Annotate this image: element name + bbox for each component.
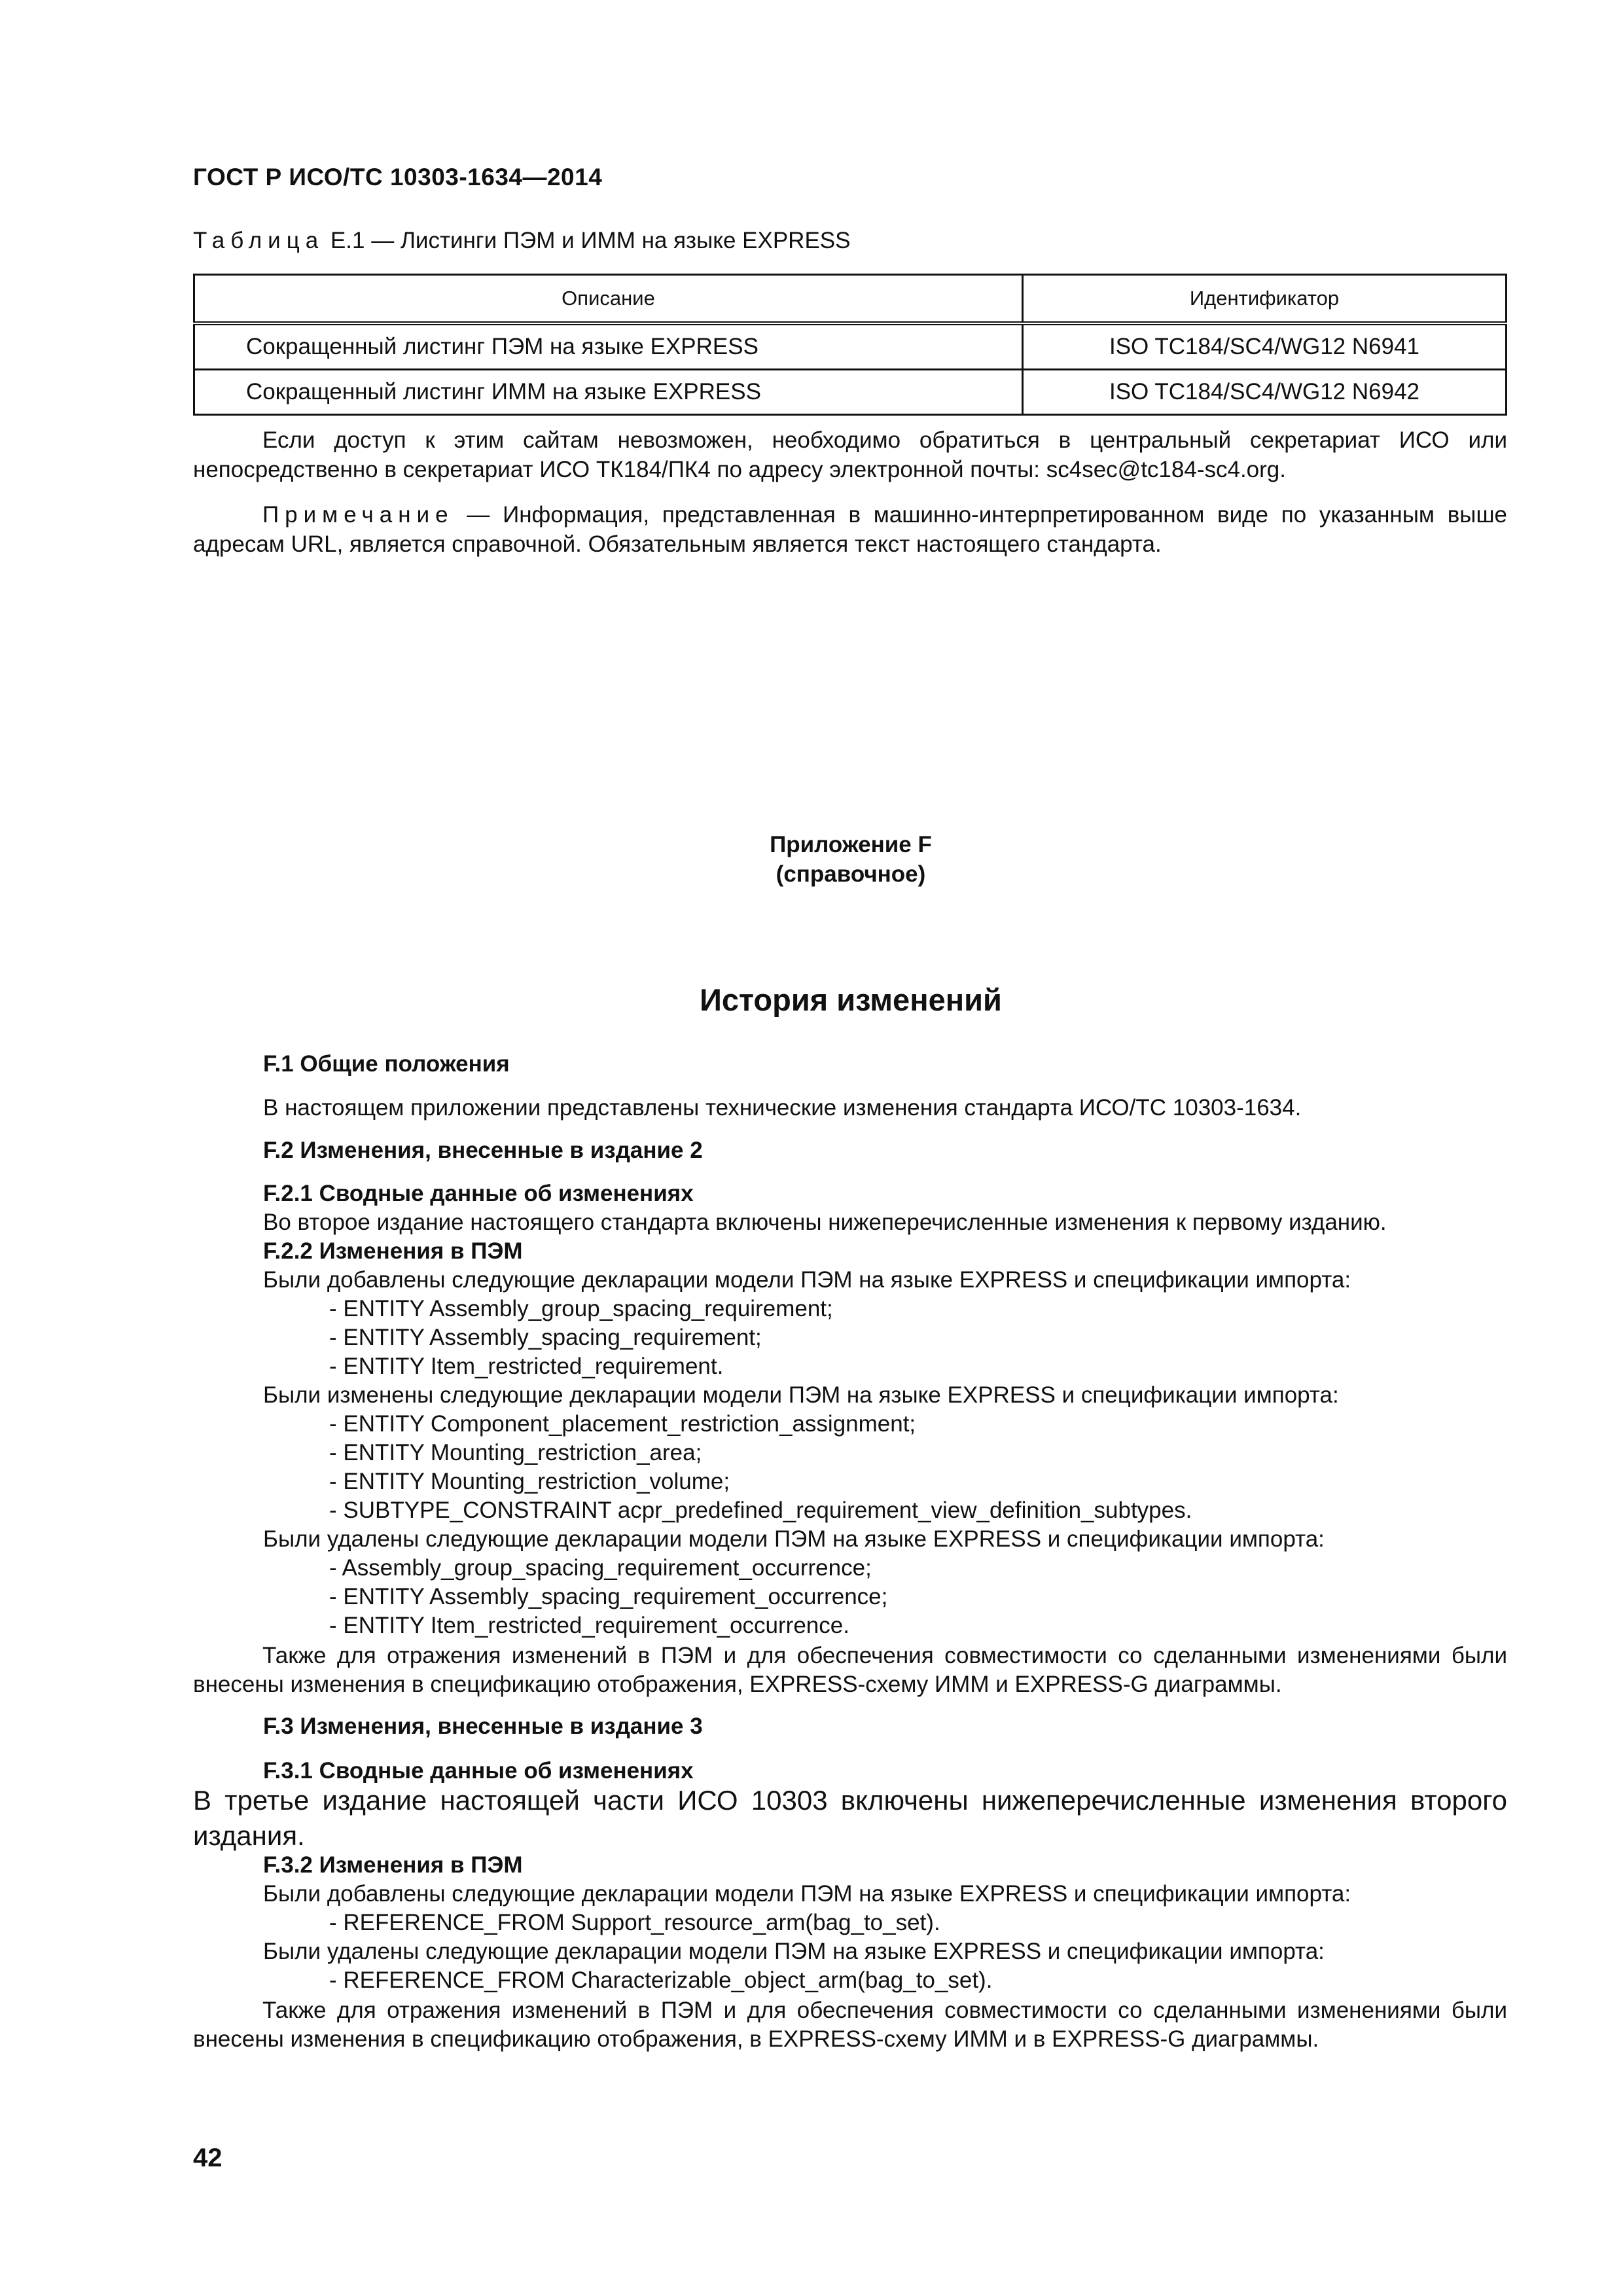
list-item: - ENTITY Assembly_group_spacing_requirement; (329, 1296, 833, 1321)
f22-removed-intro: Были удалены следующие декларации модели ПЭМ на языке EXPRESS и спецификации импорта: (263, 1526, 1325, 1552)
column-header-description: Описание (194, 275, 1023, 324)
table-cell-description: Сокращенный листинг ИММ на языке EXPRESS (194, 370, 1023, 415)
table-row (194, 323, 1507, 370)
table-header-row (194, 275, 1507, 324)
f31-text: В третье издание настоящей части ИСО 10303 включены нижеперечисленные изменения второго издания. (193, 1785, 1507, 1851)
access-paragraph-text: Если доступ к этим сайтам невозможен, необходимо обратиться в центральный секретариат ИСО или непосредственно в секретариат ИСО ТК184/ПК4 по адресу электронной почты: sc4sec@tc184-sc4.org. (193, 427, 1507, 482)
table-caption (193, 228, 850, 254)
f32-also-paragraph (193, 1996, 1507, 2054)
f21-text: Во второе издание настоящего стандарта включены нижеперечисленные изменения к первому изданию. (263, 1210, 1387, 1235)
table-cell-description: Сокращенный листинг ПЭМ на языке EXPRESS (194, 323, 1023, 370)
listings-table (193, 274, 1507, 416)
appendix-title: Приложение F (770, 832, 932, 857)
access-paragraph (193, 425, 1507, 484)
page-number: 42 (193, 2144, 223, 2172)
list-item: - ENTITY Assembly_spacing_requirement_occurrence; (329, 1584, 888, 1609)
list-item: - REFERENCE_FROM Characterizable_object_arm(bag_to_set). (329, 1967, 993, 1993)
list-item: - SUBTYPE_CONSTRAINT acpr_predefined_requirement_view_definition_subtypes. (329, 1498, 1192, 1523)
list-item: - ENTITY Assembly_spacing_requirement; (329, 1325, 762, 1350)
f22-also-paragraph (193, 1641, 1507, 1699)
list-item: - ENTITY Mounting_restriction_area; (329, 1440, 702, 1465)
table-caption-text: Е.1 — Листинги ПЭМ и ИММ на языке EXPRESS (324, 228, 851, 253)
section-heading-f3: F.3 Изменения, внесенные в издание 3 (263, 1713, 703, 1739)
section-heading-f2: F.2 Изменения, внесенные в издание 2 (263, 1138, 703, 1163)
section-heading-f21: F.2.1 Сводные данные об изменениях (263, 1181, 694, 1206)
f32-removed-intro: Были удалены следующие декларации модели ПЭМ на языке EXPRESS и спецификации импорта: (263, 1939, 1325, 1964)
f31-paragraph (193, 1783, 1507, 1854)
f1-text: В настоящем приложении представлены технические изменения стандарта ИСО/ТС 10303-1634. (263, 1095, 1302, 1121)
standard-id: ГОСТ Р ИСО/ТС 10303-1634—2014 (193, 164, 603, 190)
section-heading-f1: F.1 Общие положения (263, 1051, 510, 1077)
note-word: Примечание (262, 502, 454, 528)
f32-also-text: Также для отражения изменений в ПЭМ и для обеспечения совместимости со сделанными изменениями были внесены изменения в спецификацию отображения, в EXPRESS-схему ИММ и в EXPRESS-G диаграммы. (193, 1998, 1507, 2052)
section-heading-f32: F.3.2 Изменения в ПЭМ (263, 1852, 523, 1878)
column-header-identifier: Идентификатор (1023, 275, 1507, 324)
list-item: - Assembly_group_spacing_requirement_occurrence; (329, 1555, 872, 1581)
f22-added-intro: Были добавлены следующие декларации модели ПЭМ на языке EXPRESS и спецификации импорта: (263, 1267, 1351, 1293)
section-heading-f22: F.2.2 Изменения в ПЭМ (263, 1238, 523, 1264)
history-title: История изменений (700, 982, 1002, 1017)
list-item: - ENTITY Item_restricted_requirement_occurrence. (329, 1613, 849, 1638)
list-item: - ENTITY Item_restricted_requirement. (329, 1354, 724, 1379)
list-item: - ENTITY Mounting_restriction_volume; (329, 1469, 730, 1494)
section-heading-f31: F.3.1 Сводные данные об изменениях (263, 1758, 694, 1784)
f22-also-text: Также для отражения изменений в ПЭМ и для обеспечения совместимости со сделанными изменениями были внесены изменения в спецификацию отображения, EXPRESS-схему ИММ и EXPRESS-G диаграммы. (193, 1643, 1507, 1697)
table-cell-identifier: ISO TC184/SC4/WG12 N6942 (1023, 370, 1507, 415)
f22-changed-intro: Были изменены следующие декларации модели ПЭМ на языке EXPRESS и спецификации импорта: (263, 1382, 1339, 1408)
list-item: - REFERENCE_FROM Support_resource_arm(bag_to_set). (329, 1910, 940, 1935)
table-cell-identifier: ISO TC184/SC4/WG12 N6941 (1023, 323, 1507, 370)
note-text: — Информация, представленная в машинно-интерпретированном виде по указанным выше адресам URL, является справочной. Обязательным является текст настоящего стандарта. (193, 502, 1507, 557)
f32-added-intro: Были добавлены следующие декларации модели ПЭМ на языке EXPRESS и спецификации импорта: (263, 1881, 1351, 1907)
note-paragraph (193, 500, 1507, 559)
table-row (194, 370, 1507, 415)
table-caption-word: Таблица (193, 228, 325, 253)
list-item: - ENTITY Component_placement_restriction_assignment; (329, 1411, 916, 1437)
appendix-subtitle: (справочное) (776, 861, 926, 887)
